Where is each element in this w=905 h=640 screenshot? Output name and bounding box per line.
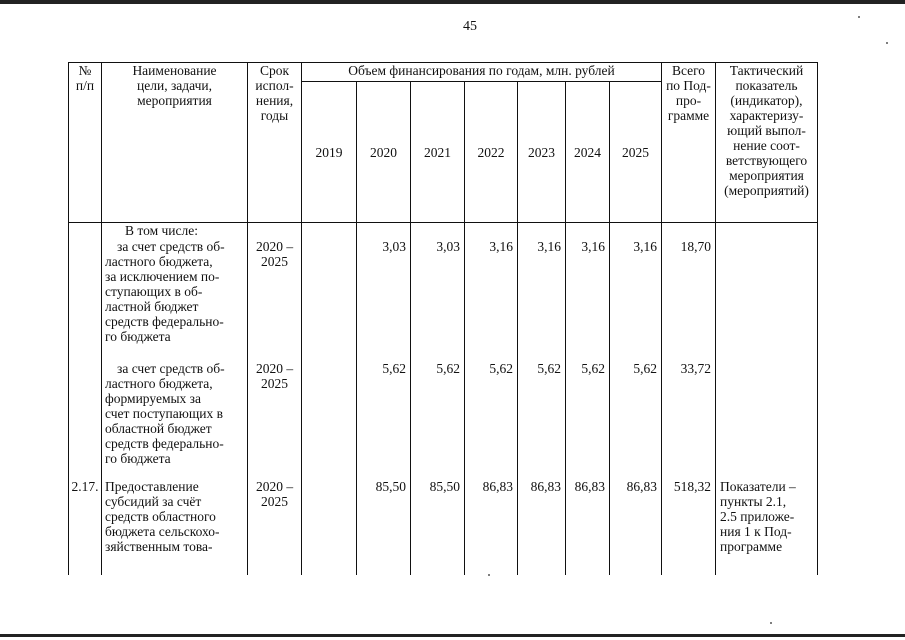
table-row [69, 479, 818, 575]
scan-speck [858, 16, 860, 18]
page-number: 45 [463, 19, 477, 34]
row-value: 3,16 [518, 239, 566, 361]
row-value: 5,62 [357, 361, 411, 479]
row-total: 518,32 [662, 479, 716, 575]
row-value: 3,16 [610, 239, 662, 361]
table-row [69, 239, 818, 361]
bottom-scan-border [0, 634, 905, 637]
subheading: В том числе: [102, 223, 248, 239]
header-total: Всего по Под- про- грамме [662, 63, 716, 223]
header-indicator: Тактический показатель (индикатор), характеризу- ющий выпол- нение соот- ветствующего мероприятия (мероприятий) [716, 63, 818, 223]
row-value: 5,62 [411, 361, 465, 479]
row-term: 2020 – 2025 [248, 239, 302, 361]
row-indicator: Показатели – пункты 2.1, 2.5 приложе- ния 1 к Под- программе [716, 479, 818, 575]
header-name: Наименование цели, задачи, мероприятия [102, 63, 248, 223]
row-value: 5,62 [465, 361, 518, 479]
row-value: 5,62 [610, 361, 662, 479]
header-funding-group: Объем финансирования по годам, млн. рублей [302, 63, 662, 82]
row-number [69, 239, 102, 361]
header-year: 2020 [357, 82, 411, 223]
row-indicator [716, 361, 818, 479]
row-value: 86,83 [518, 479, 566, 575]
row-value: 5,62 [566, 361, 610, 479]
header-year: 2023 [518, 82, 566, 223]
row-number [69, 361, 102, 479]
scan-speck [886, 42, 888, 44]
financing-table [68, 62, 818, 575]
row-number: 2.17. [69, 479, 102, 575]
row-value [302, 479, 357, 575]
row-name: Предоставление субсидий за счёт средств областного бюджета сельскохо- зяйственным това- [102, 479, 248, 575]
row-value: 86,83 [610, 479, 662, 575]
row-term: 2020 – 2025 [248, 361, 302, 479]
row-value: 85,50 [411, 479, 465, 575]
row-value [302, 361, 357, 479]
table-row [69, 361, 818, 479]
row-total: 18,70 [662, 239, 716, 361]
row-value: 3,16 [566, 239, 610, 361]
header-term: Срок испол- нения, годы [248, 63, 302, 223]
row-value [302, 239, 357, 361]
row-value: 5,62 [518, 361, 566, 479]
row-indicator [716, 239, 818, 361]
header-number: № п/п [69, 63, 102, 223]
row-value: 86,83 [465, 479, 518, 575]
row-name: за счет средств об- ластного бюджета, формируемых за счет поступающих в областной бюджет средств федерально- го бюджета [102, 361, 248, 479]
header-year: 2021 [411, 82, 465, 223]
header-year: 2024 [566, 82, 610, 223]
row-value: 3,16 [465, 239, 518, 361]
row-value: 3,03 [411, 239, 465, 361]
row-total: 33,72 [662, 361, 716, 479]
row-name: за счет средств об- ластного бюджета, за исключением по- ступающих в об- ластной бюджет средств федерально- го бюджета [102, 239, 248, 361]
row-value: 3,03 [357, 239, 411, 361]
header-year: 2025 [610, 82, 662, 223]
scan-speck [770, 622, 772, 624]
row-value: 86,83 [566, 479, 610, 575]
header-year: 2019 [302, 82, 357, 223]
row-term: 2020 – 2025 [248, 479, 302, 575]
header-year: 2022 [465, 82, 518, 223]
row-value: 85,50 [357, 479, 411, 575]
top-scan-border [0, 0, 905, 4]
